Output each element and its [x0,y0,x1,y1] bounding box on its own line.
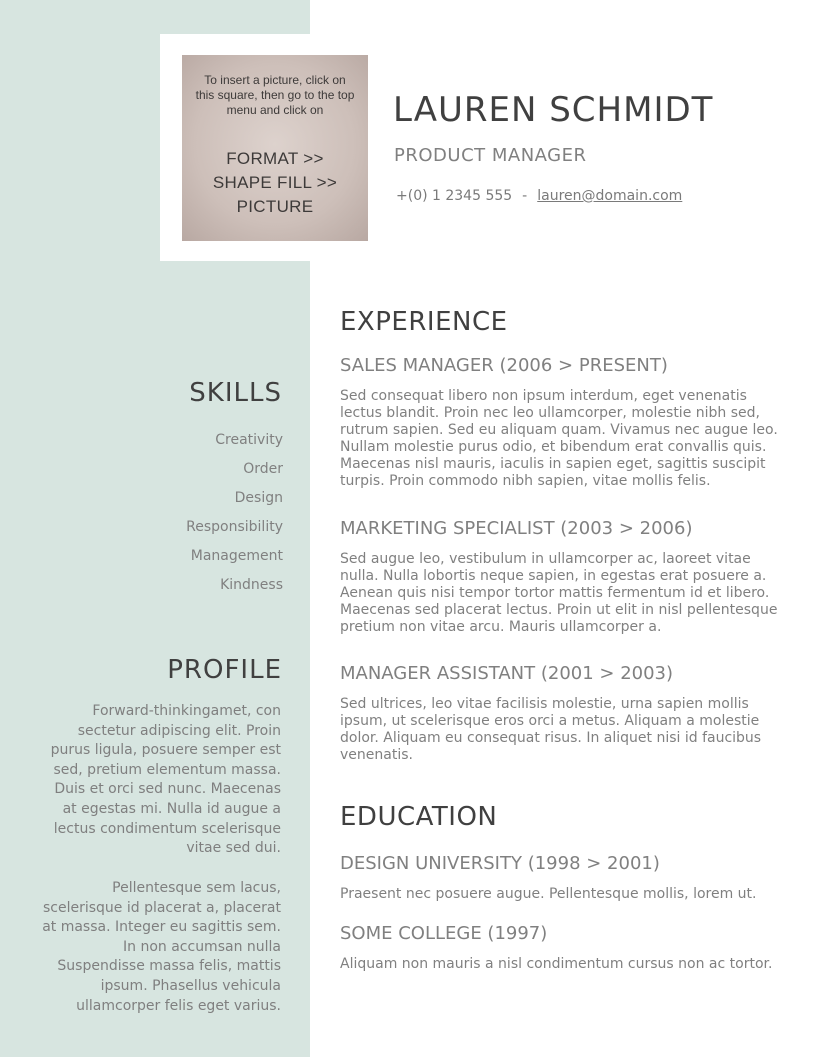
school-description: Praesent nec posuere augue. Pellentesque mollis, lorem ut. [340,886,757,902]
skills-heading: SKILLS [189,378,282,408]
job-description: Sed ultrices, leo vitae facilisis molestie, urna sapien mollis ipsum, ut scelerisque eros orci a metus. Aliquam a molestie dolor. Aliquam eu consequat risus. In aliquet nisi id faucibus venenatis. [340,696,762,763]
skill-item: Kindness [220,577,283,593]
contact-separator: - [522,188,528,204]
skill-item: Responsibility [186,519,283,535]
photo-command-line: FORMAT >> [226,149,324,168]
skill-item: Order [243,461,283,477]
job-description: Sed consequat libero non ipsum interdum, eget venenatis lectus blandit. Proin nec leo ullamcorper, molestie nibh sed, rutrum sapien. Sed eu aliquam quam. Vivamus nec augue leo. Nullam molestie purus odio, et bibendum erat convallis quis. Maecenas nisl mauris, iaculis in sapien eget, sagittis suscipit turpis. Proin commodo nibh sapien, vitae mollis felis. [340,388,778,489]
photo-placeholder[interactable] [182,55,368,241]
skill-item: Design [234,490,283,506]
school-title: SOME COLLEGE (1997) [340,923,548,944]
job-description: Sed augue leo, vestibulum in ullamcorper ac, laoreet vitae nulla. Nulla lobortis neque sapien, in egestas erat posuere a. Aenean quis nisi tempor tortor mattis fermentum id et libero. Maecenas sed placerat lectus. Proin ut elit in nisl pellentesque pretium non vitae arcu. Mauris ullamcorper a. [340,551,778,635]
profile-paragraph: Forward-thinkingamet, con sectetur adipiscing elit. Proin purus ligula, posuere semper est sed, pretium elementum massa. Duis et orci sed nunc. Maecenas at egestas mi. Nulla id augue a lectus condimentum scelerisque vitae sed dui. [50,703,281,857]
school-title: DESIGN UNIVERSITY (1998 > 2001) [340,853,660,874]
job-title-heading: PRODUCT MANAGER [394,145,587,166]
email-link[interactable]: lauren@domain.com [537,188,683,204]
job-title: SALES MANAGER (2006 > PRESENT) [340,355,668,376]
school-description: Aliquam non mauris a nisl condimentum cursus non ac tortor. [340,956,773,972]
profile-paragraph: Pellentesque sem lacus, scelerisque id placerat a, placerat at massa. Integer eu sagittis sem. In non accumsan nulla Suspendisse massa felis, mattis ipsum. Phasellus vehicula ullamcorper felis eget varius. [42,880,281,1014]
contact-line [396,188,682,204]
skill-item: Management [190,548,283,564]
phone-number: +(0) 1 2345 555 [396,188,513,204]
photo-command-line: PICTURE [236,197,314,216]
photo-command-line: SHAPE FILL >> [212,173,338,192]
profile-heading: PROFILE [167,655,282,685]
skill-item: Creativity [215,432,283,448]
job-title: MARKETING SPECIALIST (2003 > 2006) [340,518,693,539]
skills-list [40,426,283,600]
photo-command-text [192,147,358,219]
job-title: MANAGER ASSISTANT (2001 > 2003) [340,663,674,684]
experience-heading: EXPERIENCE [340,307,508,337]
resume-name: LAUREN SCHMIDT [393,90,714,130]
education-heading: EDUCATION [340,802,498,832]
photo-instruction-text: To insert a picture, click on this square, then go to the top menu and click on [195,73,355,117]
